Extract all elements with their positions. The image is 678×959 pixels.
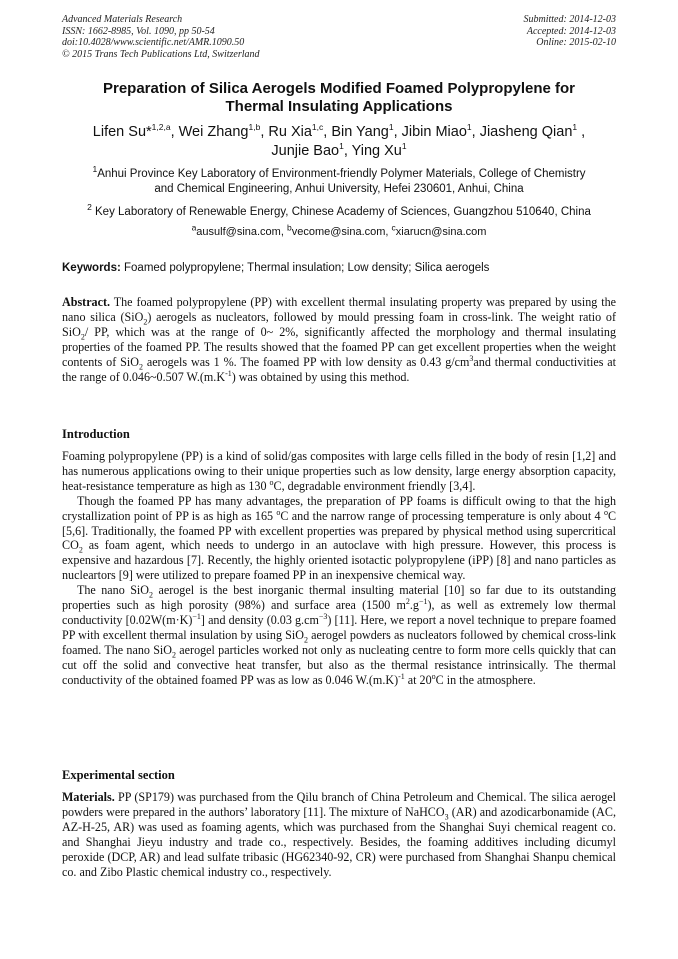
author-name: Ying Xu bbox=[351, 143, 402, 159]
materials-paragraph bbox=[62, 790, 616, 879]
superscript: -1 bbox=[398, 671, 405, 681]
author-list bbox=[62, 123, 616, 161]
submitted-date: Submitted: 2014-12-03 bbox=[523, 14, 616, 25]
subscript: 2 bbox=[138, 362, 143, 372]
paragraph-text: PP (SP179) was purchased from the Qilu branch of China Petroleum and Chemical. The silica aerogel powders were prepared in the authors’ laboratory [11]. The mixture of NaHCO bbox=[62, 790, 616, 819]
abstract-text: aerogels was 1 %. The foamed PP with low density as 0.43 g/cm bbox=[142, 354, 470, 369]
author-sup: 1,c bbox=[311, 122, 324, 133]
abstract bbox=[62, 295, 616, 384]
intro-paragraph-2 bbox=[62, 494, 616, 583]
paragraph-text: C and the narrow range of processing temperature is only about 4 bbox=[280, 508, 604, 523]
doi: doi:10.4028/www.scientific.net/AMR.1090.50 bbox=[62, 37, 245, 48]
superscript: o bbox=[603, 507, 608, 517]
subscript: 2 bbox=[304, 635, 308, 645]
affiliation-1-line-2: and Chemical Engineering, Anhui University, Hefei 230601, Anhui, China bbox=[154, 183, 524, 195]
paragraph-text: ) [11]. Here, we report a novel technique to prepare foamed PP with excellent thermal insulation by using SiO bbox=[62, 612, 616, 642]
online-date: Online: 2015-02-10 bbox=[536, 37, 616, 48]
author-line-2: Junjie Bao$^1$, Ying Xu$^1$ bbox=[271, 141, 407, 159]
accepted-date: Accepted: 2014-12-03 bbox=[526, 25, 616, 37]
superscript: −1 bbox=[192, 611, 201, 621]
keywords bbox=[62, 261, 616, 275]
intro-paragraph-3 bbox=[62, 583, 616, 687]
paragraph-text: at 20 bbox=[404, 672, 432, 687]
superscript: 3 bbox=[469, 353, 474, 363]
paragraph-text: .g bbox=[409, 598, 419, 613]
author-name: Jiasheng Qian bbox=[479, 124, 573, 140]
abstract-text: ) aerogels as nucleators, followed by mould pressing foam in cross-link. The weight ratio of SiO bbox=[62, 309, 616, 339]
email-sup: b bbox=[286, 222, 292, 233]
keywords-label: Keywords: bbox=[62, 262, 121, 274]
paragraph-text: C in the atmosphere. bbox=[435, 672, 536, 687]
paragraph-text: C, degradable environment friendly [3,4]. bbox=[273, 478, 476, 493]
title-line-2: Thermal Insulating Applications bbox=[225, 98, 453, 115]
author-sup: 1 bbox=[388, 122, 394, 133]
paragraph-text: ] and density (0.03 g.cm bbox=[200, 612, 319, 627]
subscript: 2 bbox=[143, 317, 148, 327]
keywords-text: Foamed polypropylene; Thermal insulation; Low density; Silica aerogels bbox=[124, 262, 490, 274]
superscript: −3 bbox=[318, 611, 328, 621]
intro-paragraph-1 bbox=[62, 449, 616, 494]
affiliation-2-text: Key Laboratory of Renewable Energy, Chinese Academy of Sciences, Guangzhou 510640, China bbox=[95, 206, 591, 218]
author-sup: 1 bbox=[466, 122, 472, 133]
paragraph-text: (AR) and azodicarbonamide (AC, AZ-H-25, AR) was used as foaming agents, which was purchased from the Shanghai Suyi chemical reagent co. and Shanghai Jieyu industry and trade co., respectively. Besides, the foaming additives including dicumyl peroxide (DCP, AR) and lead sulfate tribasic (HG62340-92, CR) were purchased from Shanghai Shanpu chemical co. and Zibo Plastic chemical industry co., respectively. bbox=[62, 804, 616, 879]
subscript: 2 bbox=[172, 650, 177, 660]
author-sup: 1,2,a bbox=[151, 122, 171, 133]
journal-header-right bbox=[524, 14, 617, 49]
email-link[interactable]: xiarucn@sina.com bbox=[395, 226, 487, 238]
affiliation-2 bbox=[62, 202, 616, 220]
email-link[interactable]: vecome@sina.com bbox=[291, 226, 386, 238]
superscript: 2 bbox=[405, 597, 410, 607]
affiliation-2-sup: 2 bbox=[87, 202, 92, 213]
copyright: © 2015 Trans Tech Publications Ltd, Switzerland bbox=[62, 48, 260, 60]
author-name: Ru Xia bbox=[268, 124, 312, 140]
abstract-text: ) was obtained by using this method. bbox=[231, 369, 410, 384]
author-name: Lifen Su* bbox=[92, 124, 152, 140]
issn: ISSN: 1662-8985, Vol. 1090, pp 50-54 bbox=[62, 25, 215, 37]
title-line-1: Preparation of Silica Aerogels Modified Foamed Polypropylene for bbox=[102, 80, 576, 97]
email-sup: a bbox=[191, 222, 197, 233]
paragraph-text: The nano SiO bbox=[77, 583, 150, 598]
author-name: Wei Zhang bbox=[178, 124, 249, 140]
paragraph-text: aerogel particles worked not only as nucleating centre to form more cells quickly that can cut off the solid and convective heat transfer, but also as the thermal resistance intrinsically. The thermal conductivity of the obtained foamed PP was as low as 0.046 W.(m.K) bbox=[62, 642, 616, 687]
paper-title bbox=[62, 80, 616, 116]
subscript: 3 bbox=[444, 812, 449, 822]
email-link[interactable]: ausulf@sina.com bbox=[196, 226, 281, 238]
paragraph-text: ), as well as extremely low thermal conductivity [0.02W(m·K) bbox=[62, 598, 617, 627]
superscript: o bbox=[431, 671, 436, 681]
affiliation-1 bbox=[62, 164, 616, 197]
experimental-heading: Experimental section bbox=[62, 768, 175, 782]
superscript: o bbox=[269, 477, 274, 487]
author-sup: 1,b bbox=[248, 122, 261, 133]
subscript: 2 bbox=[80, 332, 85, 342]
journal-name: Advanced Materials Research bbox=[62, 14, 183, 25]
journal-header-left bbox=[62, 14, 260, 60]
author-line-1: Lifen Su*$^{1,2,a}$, Wei Zhang$^{1,b}$, Ru Xia$^{1,c}$, Bin Yang$^1$, Jibin Miao$^1$, Jiasheng Qian$^1$ , bbox=[92, 122, 586, 140]
paragraph-text: as foam agent, which needs to undergo in an autoclave with high pressure. However, this process is expensive and hazardous [7]. Recently, the highly oriented isotactic polypropylene (iPP) [8] and nano particles as nucleartors [9] were utilized to prepare foamed PP in an inexpensive chemical way. bbox=[62, 538, 616, 583]
subscript: 2 bbox=[78, 545, 83, 555]
author-name: Bin Yang bbox=[331, 124, 389, 140]
paragraph-text: C [5,6]. Traditionally, the foamed PP with excellent properties was prepared by physical method using supercritical CO bbox=[62, 508, 617, 553]
author-sup: 1 bbox=[572, 122, 578, 133]
introduction-body bbox=[62, 449, 616, 688]
email-list: $^a$ausulf@sina.com, $^b$vecome@sina.com, $^c$xiarucn@sina.com bbox=[191, 222, 487, 238]
abstract-text: The foamed polypropylene (PP) with excellent thermal insulating property was prepared by using the nano silica (SiO bbox=[62, 295, 616, 324]
experimental-body bbox=[62, 790, 616, 879]
author-name: Jibin Miao bbox=[401, 124, 467, 140]
email-sup: c bbox=[391, 222, 396, 233]
paragraph-text: Foaming polypropylene (PP) is a kind of solid/gas composites with large cells filled in the body of resin [1,2] and has numerous applications owing to their unique properties such as low density, large energy absorption capacity, heat-resistance temperature as high as 130 bbox=[62, 449, 616, 493]
materials-label: Materials. bbox=[62, 790, 115, 804]
author-sup: 1 bbox=[339, 141, 344, 152]
author-sup: 1 bbox=[401, 141, 407, 152]
affiliation-1-line-1: Anhui Province Key Laboratory of Environment-friendly Polymer Materials, College of Chemistry bbox=[97, 168, 586, 180]
paragraph-text: aerogel powders as nucleators followed by chemical cross-link foamed. The nano SiO bbox=[62, 627, 616, 657]
superscript: −1 bbox=[418, 597, 428, 607]
abstract-text: and thermal conductivities at the range of 0.046~0.507 W.(m.K bbox=[62, 354, 616, 384]
abstract-label: Abstract. bbox=[62, 295, 111, 309]
paragraph-text: Though the foamed PP has many advantages, the preparation of PP foams is difficult owing to that the high crystallization point of PP is as high as 165 bbox=[62, 493, 616, 523]
author-name: Junjie Bao bbox=[271, 143, 340, 159]
paragraph-text: aerogel is the best inorganic thermal insulting material [10] so far due to its outstanding properties such as high porosity (98%) and surface area (1500 m bbox=[62, 583, 616, 613]
superscript: -1 bbox=[225, 368, 232, 378]
introduction-heading: Introduction bbox=[62, 427, 130, 441]
superscript: o bbox=[276, 507, 281, 517]
abstract-text: / PP, which was at the range of 0~ 2%, significantly affected the morphology and thermal insulating properties of the foamed PP. The results showed that the foamed PP can get excellent properties when the weight contents of SiO bbox=[62, 324, 616, 369]
affiliation-1-sup: 1 bbox=[92, 164, 98, 175]
subscript: 2 bbox=[149, 590, 154, 600]
